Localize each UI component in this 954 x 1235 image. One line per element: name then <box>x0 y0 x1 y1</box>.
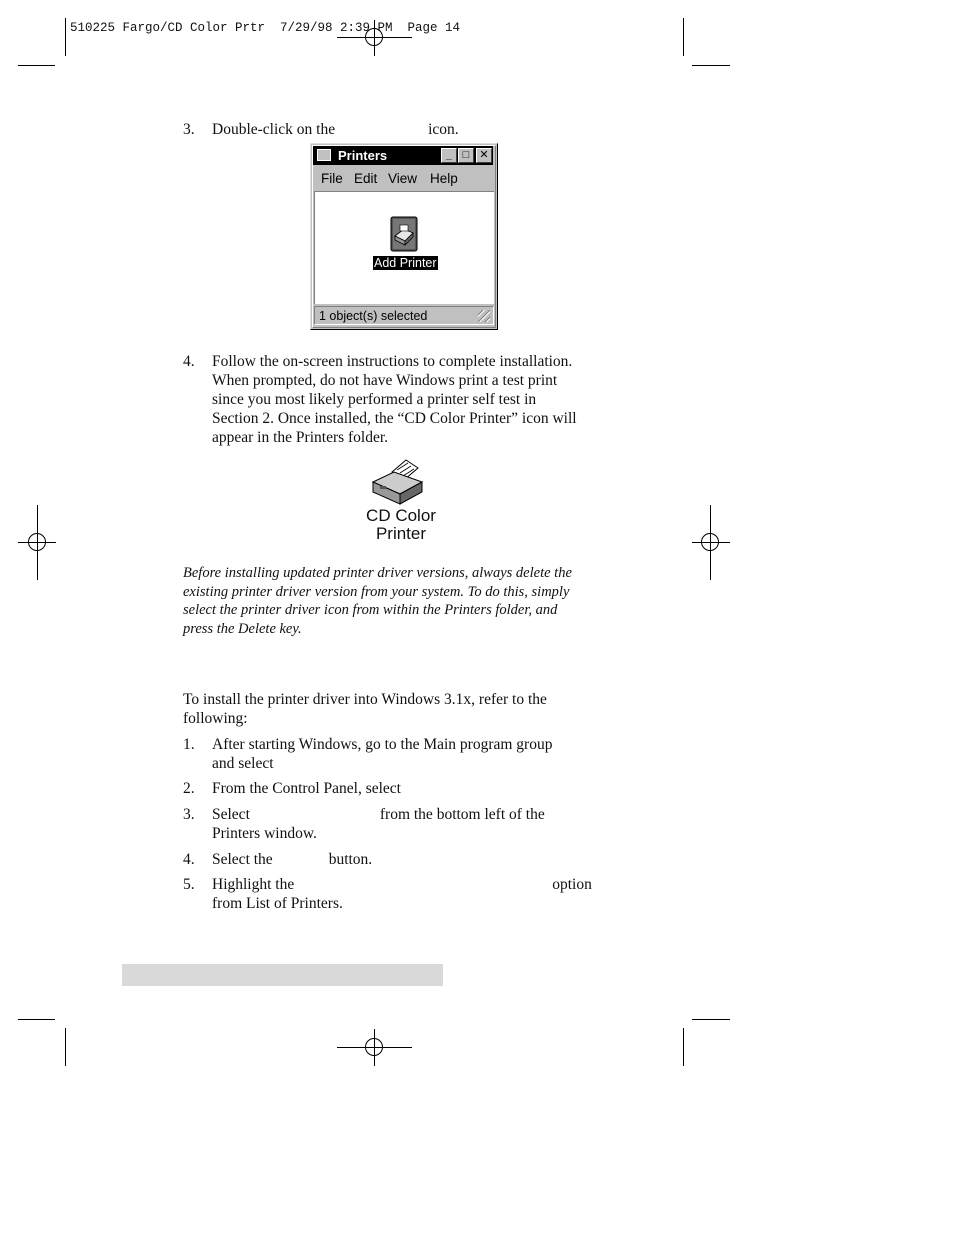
minimize-button[interactable]: _ <box>441 148 457 163</box>
menu-bar <box>313 167 493 189</box>
close-button[interactable]: ✕ <box>476 148 492 163</box>
registration-mark <box>701 533 719 551</box>
print-slug: 510225 Fargo/CD Color Prtr 7/29/98 2:39 PM Page 14 <box>70 21 461 35</box>
menu-file[interactable]: File <box>321 171 343 186</box>
status-text: 1 object(s) selected <box>319 309 428 323</box>
crop-mark <box>65 18 66 56</box>
add-printer-label[interactable]: Add Printer <box>374 256 437 270</box>
crop-mark <box>65 1028 66 1066</box>
list-number: 1. <box>183 736 195 753</box>
step-text: Follow the on-screen instructions to complete installation. When prompted, do not have Windows print a test print since you most likely performed a printer self test in Section 2. Once installed, the “CD Color Printer” icon will appear in the Printers folder. <box>212 353 577 446</box>
list-item: Select from the bottom left of the Printers window. <box>212 806 545 842</box>
list-number: 2. <box>183 780 195 797</box>
printers-window <box>310 143 498 330</box>
crop-mark <box>692 65 730 66</box>
window-title: Printers <box>338 148 388 163</box>
registration-mark <box>365 1038 383 1056</box>
crop-mark <box>692 1019 730 1020</box>
status-bar <box>314 306 494 325</box>
list-item: Highlight the option from List of Printers. <box>212 876 592 912</box>
footer-bar <box>122 964 443 986</box>
list-item: After starting Windows, go to the Main program group and select <box>212 736 553 772</box>
cd-printer-label: CD Color Printer <box>366 506 436 543</box>
list-number: 5. <box>183 876 195 893</box>
title-bar[interactable] <box>313 146 493 165</box>
list-item: From the Control Panel, select <box>212 780 401 797</box>
list-item: Select the button. <box>212 851 373 868</box>
note-paragraph: Before installing updated printer driver versions, always delete the existing printer driver version from your system. To do this, simply select the printer driver icon from within the Printers folder, and press the Delete key. <box>183 565 572 638</box>
crop-mark <box>18 65 55 66</box>
crop-mark <box>683 1028 684 1066</box>
maximize-button[interactable]: □ <box>458 148 474 163</box>
printer-icon <box>370 458 426 506</box>
crop-mark <box>683 18 684 56</box>
intro-paragraph: To install the printer driver into Windows 3.1x, refer to the following: <box>183 691 547 727</box>
folder-icon <box>317 149 331 161</box>
crop-mark <box>18 1019 55 1020</box>
folder-contents <box>314 191 494 304</box>
registration-mark <box>28 533 46 551</box>
menu-help[interactable]: Help <box>430 171 458 186</box>
menu-edit[interactable]: Edit <box>354 171 378 186</box>
menu-view[interactable]: View <box>388 171 418 186</box>
step-text: Double-click on the icon. <box>212 121 459 138</box>
step-number: 3. <box>183 121 195 138</box>
list-number: 3. <box>183 806 195 823</box>
add-printer-icon[interactable] <box>387 216 421 254</box>
list-number: 4. <box>183 851 195 868</box>
step-number: 4. <box>183 353 195 370</box>
resize-grip[interactable] <box>478 310 490 322</box>
